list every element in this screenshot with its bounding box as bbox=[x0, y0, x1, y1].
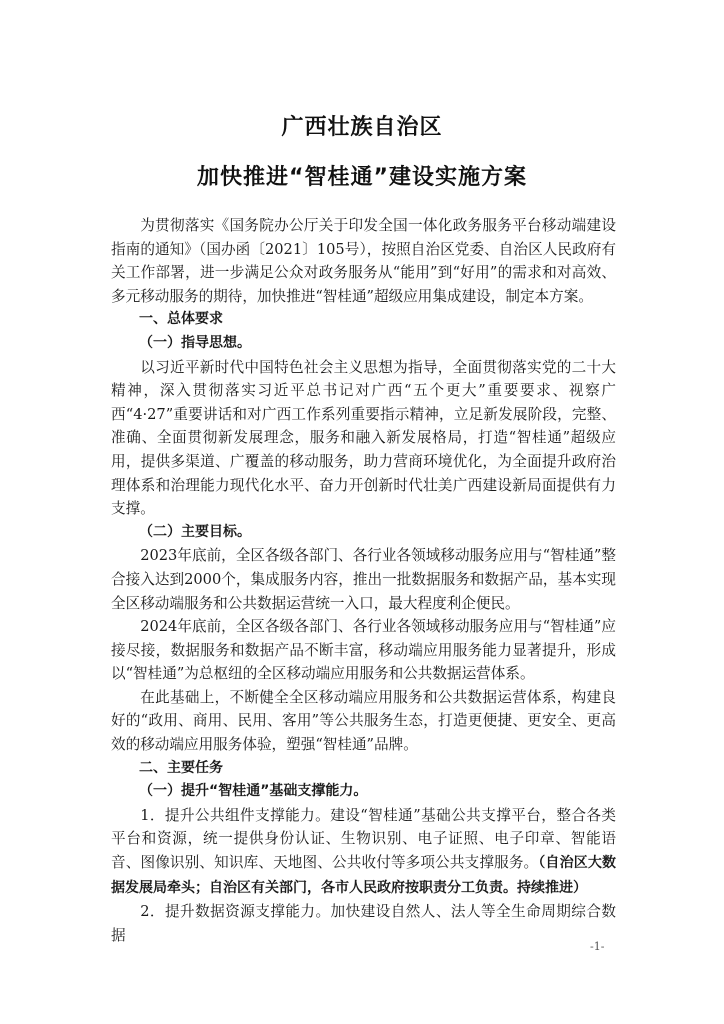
goal-further-paragraph: 在此基础上，不断健全全区移动端应用服务和公共数据运营体系，构建良好的“政用、商用、民用、客用”等公共服务生态，打造更便捷、更安全、更高效的移动端应用服务体验，塑强“智桂通”品牌。 bbox=[111, 688, 616, 754]
section-2-heading: 二、主要任务 bbox=[139, 759, 223, 776]
task-item-1-text: 1．提升公共组件支撑能力。建设“智桂通”基础公共支撑平台，整合各类平台和资源，统一提供身份认证、生物识别、电子证照、电子印章、智能语音、图像识别、知识库、天地图、公共收付等多项公共支撑服务。 bbox=[111, 806, 616, 872]
intro-paragraph: 为贯彻落实《国务院办公厅关于印发全国一体化政务服务平台移动端建设指南的通知》（国办函〔2021〕105号），按照自治区党委、自治区人民政府有关工作部署，进一步满足公众对政务服务从“能用”到“好用”的需求和对高效、多元移动服务的期待，加快推进“智桂通”超级应用集成建设，制定本方案。 bbox=[111, 217, 616, 305]
task-item-1-paragraph bbox=[111, 804, 616, 900]
goal-2024-paragraph: 2024年底前，全区各级各部门、各行业各领域移动服务应用与“智桂通”应接尽接，数据服务和数据产品不断丰富，移动端应用服务能力显著提升，形成以“智桂通”为总枢纽的全区移动端应用服务和公共数据运营体系。 bbox=[111, 618, 616, 683]
section-1-2-heading: （二）主要目标。 bbox=[139, 523, 251, 540]
goal-2023-paragraph: 2023年底前，全区各级各部门、各行业各领域移动服务应用与“智桂通”整合接入达到2000个，集成服务内容，推出一批数据服务和数据产品，基本实现全区移动端服务和公共数据运营统一入口，最大程度利企便民。 bbox=[111, 547, 616, 612]
document-body bbox=[111, 214, 616, 947]
document-title-line-1: 广西壮族自治区 bbox=[281, 115, 443, 140]
document-title-line-2: 加快推进“智桂通”建设实施方案 bbox=[197, 165, 527, 190]
page-number: -1- bbox=[590, 940, 605, 953]
section-2-1-heading: （一）提升“智桂通”基础支撑能力。 bbox=[139, 783, 368, 800]
section-1-1-heading: （一）指导思想。 bbox=[139, 334, 251, 351]
section-1-heading: 一、总体要求 bbox=[139, 311, 223, 328]
task-item-2-paragraph: 2．提升数据资源支撑能力。加快建设自然人、法人等全生命周期综合数据 bbox=[111, 903, 616, 944]
task-item-1-responsibility: （自治区大数据发展局牵头；自治区有关部门，各市人民政府按职责分工负责。持续推进） bbox=[111, 855, 616, 896]
guiding-ideology-paragraph: 以习近平新时代中国特色社会主义思想为指导，全面贯彻落实党的二十大精神，深入贯彻落实习近平总书记对广西“五个更大”重要要求、视察广西“4·27”重要讲话和对广西工作系列重要指示精神，立足新发展阶段，完整、准确、全面贯彻新发展理念，服务和融入新发展格局，打造“智桂通”超级应用，提供多渠道、广覆盖的移动服务，助力营商环境优化，为全面提升政府治理体系和治理能力现代化水平、奋力开创新时代壮美广西建设新局面提供有力支撑。 bbox=[111, 358, 616, 518]
